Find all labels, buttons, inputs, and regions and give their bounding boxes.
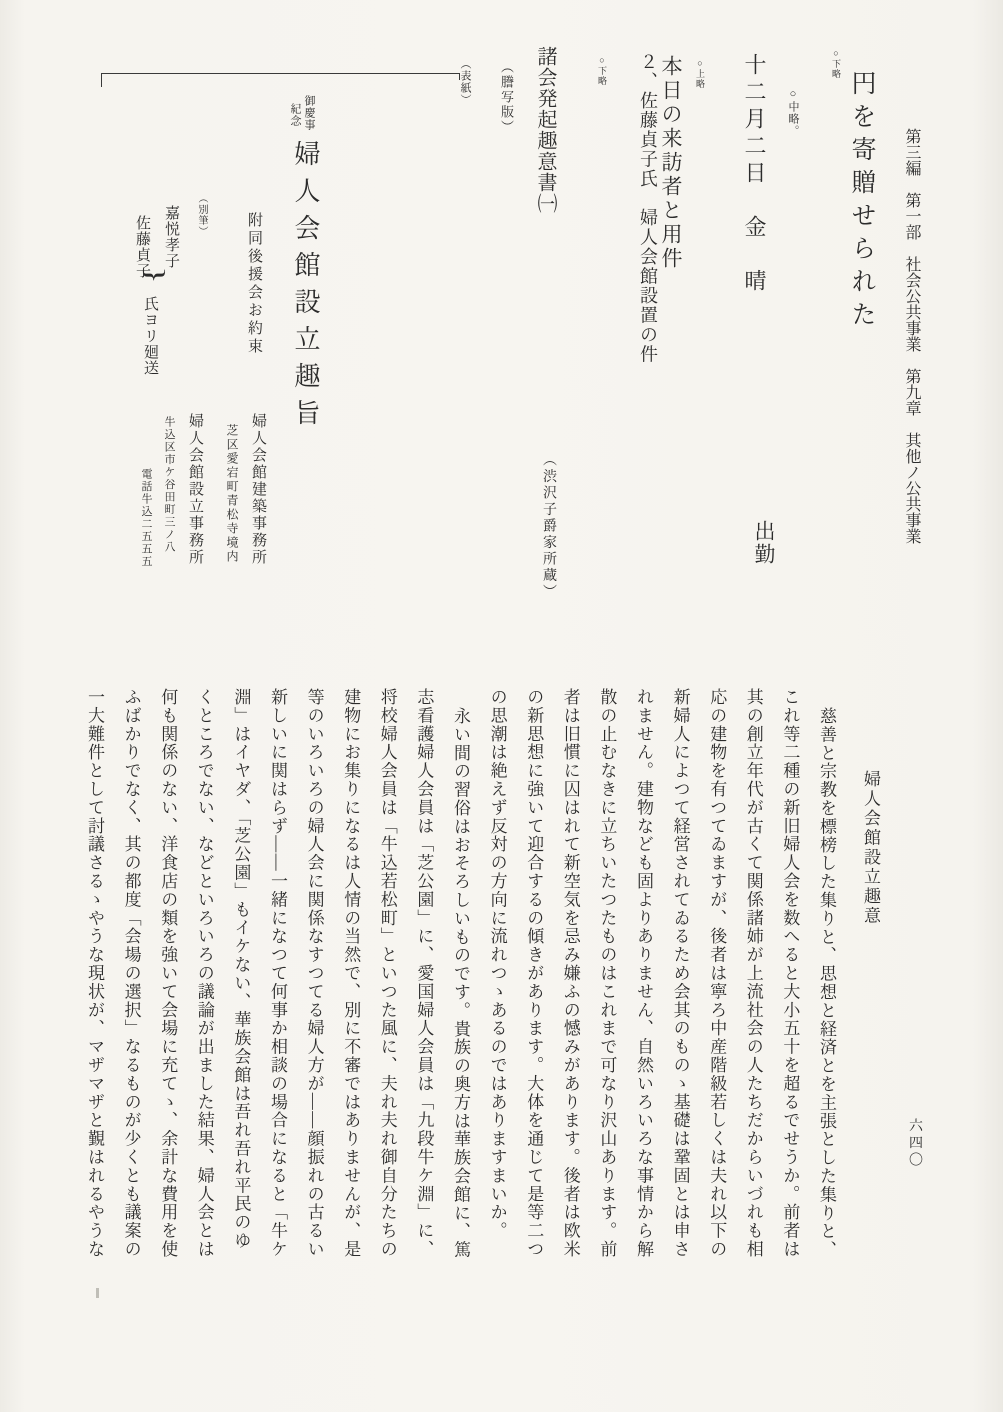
cover-dedication-right: 御慶事 (303, 95, 315, 131)
body-column-14: 建物にお集りになるは人情の当然で、別に不審ではありませんが、是 (341, 688, 361, 1259)
body-column-7: 散の止むなきに立ちいたつたものはこれまで可なり沢山あります。前 (597, 688, 617, 1259)
document-source: （渋沢子爵家所蔵） (541, 452, 556, 601)
body-column-12: 志看護婦人会員は「芝公園」に、愛国婦人会員は「九段牛ケ淵」に、 (414, 688, 434, 1259)
cover-label: （表紙） (459, 58, 471, 106)
page-number: 六四〇 (907, 1118, 922, 1169)
body-column-18: くところでない、などといろいろの議論が出ました結果、婦人会とは (194, 688, 214, 1259)
running-header: 第三編 第一部 社会公共事業 第九章 其他ノ公共事業 (903, 128, 920, 544)
body-column-8: 者は旧慣に囚はれて新空気を忌み嫌ふの憾みがあります。後者は欧米 (560, 688, 580, 1259)
omission-mark-shimoryaku-1: ○下略 (831, 48, 841, 79)
cover-office-construction-address: 芝区愛宕町青松寺境内 (225, 424, 239, 564)
diary-closing-line: 円を寄贈せられた (848, 70, 875, 334)
body-column-10: の思潮は絶えず反対の方向に流れつゝあるのではありますまいか。 (487, 688, 507, 1240)
cover-subtitle: 附同後援会お約束 (246, 212, 262, 356)
cover-forwarded-note: 氏ヨリ廻送 (142, 296, 158, 376)
cover-main-title: 婦人会館設立趣旨 (291, 140, 320, 436)
diary-attendance: 出勤 (752, 520, 776, 566)
scan-speck (96, 1288, 99, 1298)
body-column-17: 淵」はイヤダ、「芝公園」もイケない、華族会館は吾れ吾れ平民のゆ (231, 688, 251, 1250)
cover-dedication-left: 紀念 (289, 103, 301, 127)
omission-mark-shimoryaku-2: ○下略 (597, 55, 607, 86)
cover-bracket-rule (101, 73, 460, 87)
diary-date-line: 十二月二日 金 晴 (742, 53, 767, 296)
body-column-13: 将校婦人会員は「牛込若松町」といつた風に、夫れ夫れ御自分たちの (377, 688, 397, 1259)
body-column-2: これ等二種の新旧婦人会を数へると大小五十を超るでせうか。前者は (780, 688, 800, 1259)
diary-visitor-item: ２、佐藤貞子氏 婦人会館設置の件 (638, 52, 658, 364)
cover-office-establishment-telephone: 電話牛込二五五五 (140, 468, 152, 568)
cover-annotation: （別筆） (196, 193, 207, 237)
omission-mark-churyaku: ○中略。 (787, 88, 799, 137)
body-column-6: れません。建物なども固よりありません、自然いろいろな事情から解 (634, 688, 653, 1259)
cover-office-establishment-address: 牛込区市ケ谷田町三ノ八 (163, 416, 175, 554)
body-column-21: 一大難件として討議さるゝやうな現状が、マザマザと覲はれるやうな (85, 688, 104, 1259)
body-column-16: 新しいに関はらず――一緒になつて何事か相談の場合になると「牛ケ (268, 688, 287, 1259)
body-column-4: 応の建物を有つてゐますが、後者は寧ろ中産階級若しくは夫れ以下の (707, 688, 727, 1259)
body-section-title: 婦人会館設立趣意 (861, 770, 880, 926)
cover-bracket-rule-tick (459, 74, 460, 80)
body-column-3: 其の創立年代が古くて関係諸姉が上流社会の人たちだからいづれも相 (743, 688, 763, 1259)
cover-name-sato: 佐藤貞子 (134, 215, 150, 279)
document-medium: （謄写版） (499, 60, 514, 135)
body-column-15: 等のいろいろの婦人会に関係なすつてる婦人方が――顔振れの古るい (304, 688, 324, 1259)
body-column-19: 何も関係のない、洋食店の類を強いて会場に充てゝ、余計な費用を使 (158, 688, 178, 1259)
cover-office-construction: 婦人会館建築事務所 (250, 413, 266, 566)
body-column-5: 新婦人によつて経営されてゐるため会其のものゝ基礎は鞏固とは申さ (670, 688, 690, 1259)
omission-mark-joryaku: ○上略 (695, 58, 705, 89)
names-brace-glyph: } (139, 266, 169, 284)
body-column-9: の新思想に強いて迎合するの傾きがあります。大体を通じて是等二つ (524, 688, 544, 1259)
body-column-20: ふばかりでなく、其の都度「会場の選択」なるものが少くとも議案の (121, 688, 141, 1259)
cover-office-establishment: 婦人会館設立事務所 (187, 413, 203, 566)
document-title: 諸会発起趣意書㈠ (534, 46, 556, 214)
cover-name-kaetsu: 嘉悦孝子 (163, 205, 179, 269)
diary-visitors-heading: 本日の来訪者と用件 (659, 55, 683, 271)
body-column-11: 永い間の習俗はおそろしいものです。貴族の奥方は華族会館に、篤 (451, 706, 470, 1259)
body-column-1: 慈善と宗教を標榜した集りと、思想と経済とを主張とした集りと、 (817, 706, 836, 1259)
